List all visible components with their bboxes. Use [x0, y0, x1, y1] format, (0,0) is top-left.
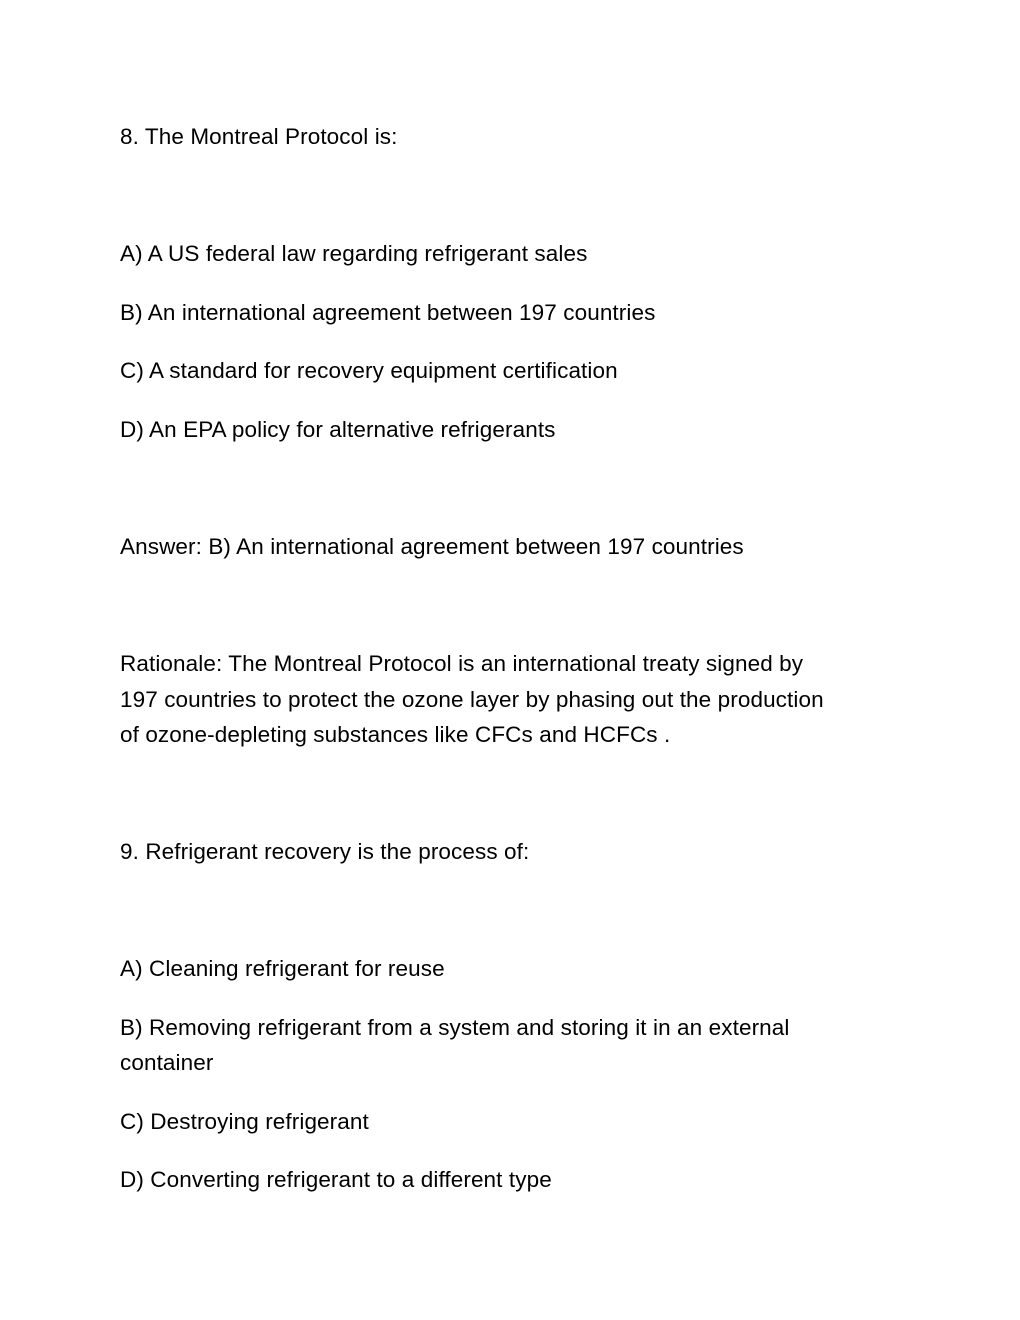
- question-9-text: 9. Refrigerant recovery is the process of:: [120, 839, 530, 864]
- question-8-answer: Answer: B) An international agreement between 197 countries: [120, 534, 744, 559]
- question-8-text: 8. The Montreal Protocol is:: [120, 124, 398, 149]
- question-9-option-c: C) Destroying refrigerant: [120, 1109, 369, 1134]
- question-8-option-b: B) An international agreement between 197 countries: [120, 300, 656, 325]
- question-9-option-b-line-1: B) Removing refrigerant from a system and storing it in an external: [120, 1015, 790, 1040]
- question-9-option-d: D) Converting refrigerant to a different type: [120, 1167, 552, 1192]
- question-9-option-b-line-2: container: [120, 1050, 214, 1075]
- question-8-option-d: D) An EPA policy for alternative refrigerants: [120, 417, 556, 442]
- question-8-rationale-line-1: Rationale: The Montreal Protocol is an international treaty signed by: [120, 651, 804, 676]
- question-8-rationale-line-2: 197 countries to protect the ozone layer by phasing out the production: [120, 687, 824, 712]
- question-9-option-a: A) Cleaning refrigerant for reuse: [120, 956, 445, 981]
- question-8-rationale-line-3: of ozone-depleting substances like CFCs and HCFCs .: [120, 722, 671, 747]
- question-8-option-c: C) A standard for recovery equipment certification: [120, 358, 618, 383]
- question-8-option-a: A) A US federal law regarding refrigerant sales: [120, 241, 588, 266]
